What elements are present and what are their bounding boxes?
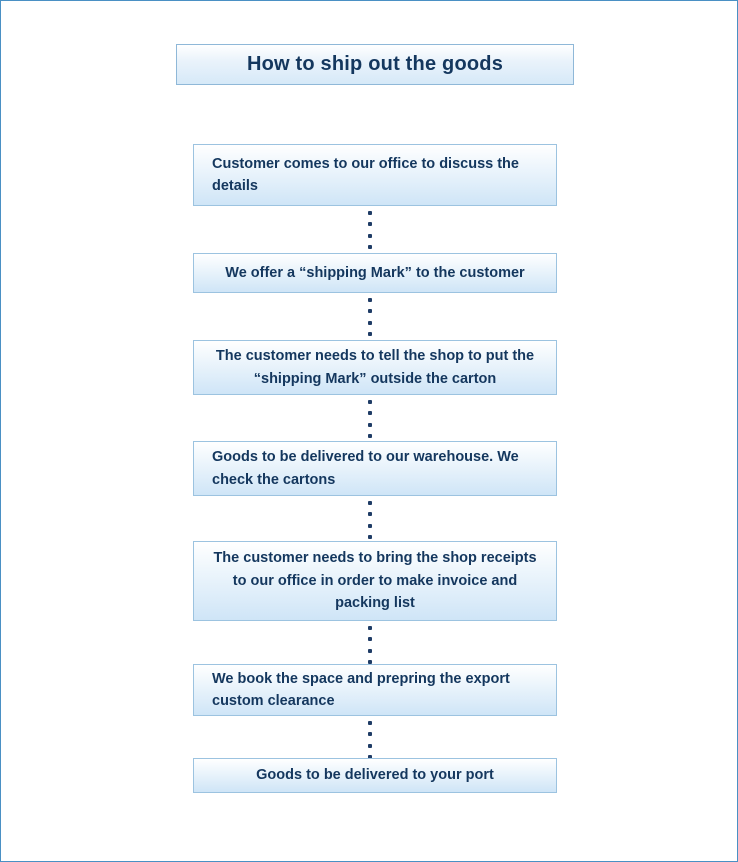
connector-3-4	[367, 400, 372, 438]
flow-node-7-label: Goods to be delivered to your port	[256, 767, 494, 784]
flow-node-5	[193, 541, 557, 621]
flow-node-6	[193, 664, 557, 716]
flow-node-7	[193, 758, 557, 793]
connector-dot	[368, 744, 372, 748]
connector-dot	[368, 512, 372, 516]
connector-dot	[368, 332, 372, 336]
flowchart	[1, 1, 738, 862]
connector-dot	[368, 637, 372, 641]
flow-node-4	[193, 441, 557, 496]
connector-dot	[368, 211, 372, 215]
flow-node-3	[193, 340, 557, 395]
connector-dot	[368, 721, 372, 725]
connector-dot	[368, 501, 372, 505]
flow-node-2-label: We offer a “shipping Mark” to the customer	[225, 264, 525, 281]
connector-dot	[368, 411, 372, 415]
connector-dot	[368, 222, 372, 226]
flow-node-4-label: Goods to be delivered to our warehouse. We check the cartons	[212, 449, 519, 488]
flowchart-title-box	[176, 44, 574, 85]
flow-node-2	[193, 253, 557, 293]
connector-dot	[368, 298, 372, 302]
flow-node-3-label: The customer needs to tell the shop to put the “shipping Mark” outside the carton	[215, 348, 535, 387]
flow-node-5-label: The customer needs to bring the shop receipts to our office in order to make invoice and packing list	[213, 550, 537, 612]
connector-dot	[368, 434, 372, 438]
connector-dot	[368, 321, 372, 325]
connector-dot	[368, 423, 372, 427]
connector-dot	[368, 234, 372, 238]
connector-dot	[368, 309, 372, 313]
connector-2-3	[367, 298, 372, 336]
connector-dot	[368, 524, 372, 528]
connector-dot	[368, 626, 372, 630]
connector-4-5	[367, 501, 372, 539]
page-title: How to ship out the goods	[246, 53, 504, 75]
flow-node-1-label: Customer comes to our office to discuss the details	[212, 155, 519, 194]
connector-dot	[368, 245, 372, 249]
connector-dot	[368, 400, 372, 404]
connector-dot	[368, 732, 372, 736]
flow-node-1	[193, 144, 557, 206]
connector-dot	[368, 535, 372, 539]
connector-5-6	[367, 626, 372, 664]
connector-dot	[368, 649, 372, 653]
connector-1-2	[367, 211, 372, 249]
connector-6-7	[367, 721, 372, 759]
flow-node-6-label: We book the space and prepring the export custom clearance	[212, 670, 510, 709]
